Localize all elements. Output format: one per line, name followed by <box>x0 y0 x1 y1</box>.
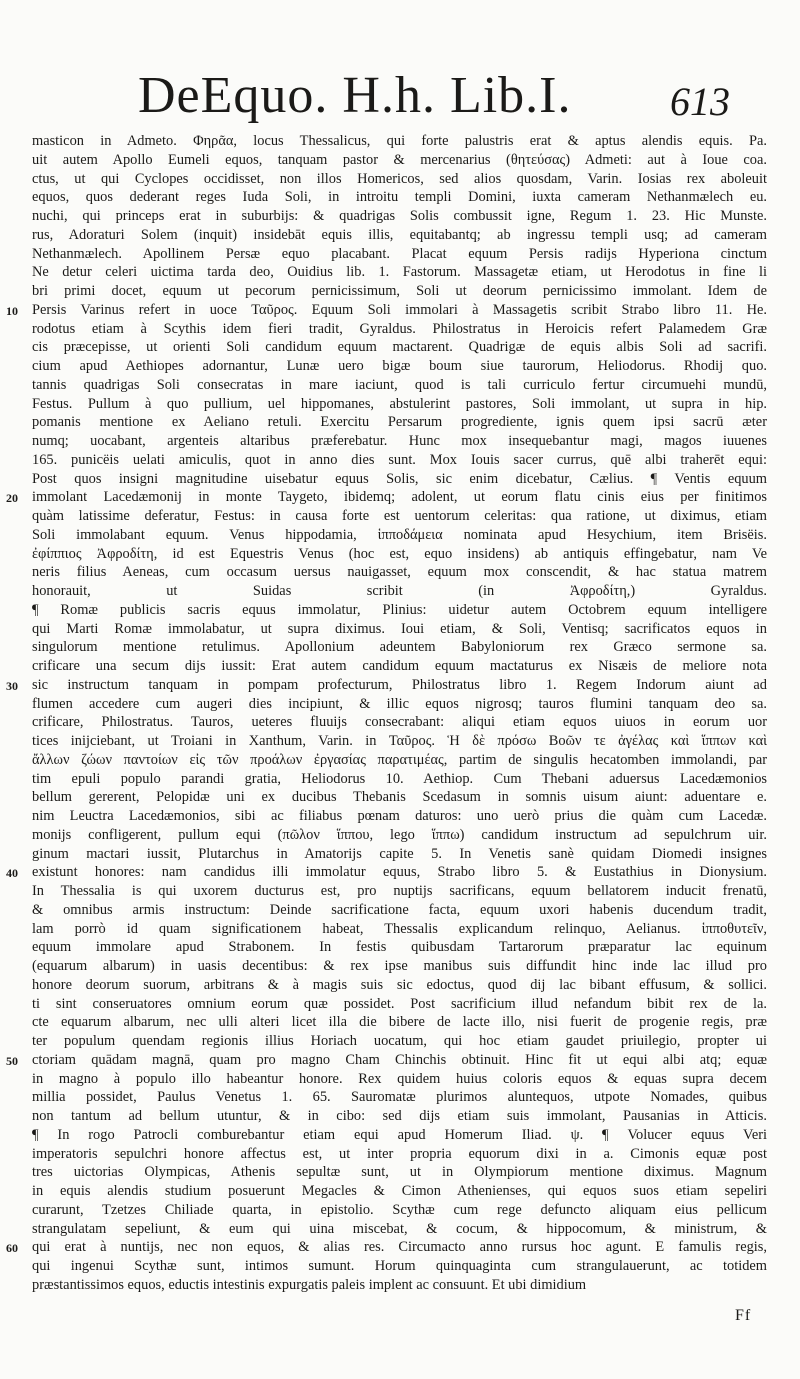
text-line: immolant Lacedæmonij in monte Taygeto, ibidemq; adolent, ut eorum flatu cinis eius per finitimos <box>32 489 767 506</box>
text-line: lam porrò id quam significationem habeat, Thessalis explicandum relinquo, Aelianus. ἱπποθυτεῖν, <box>32 920 767 937</box>
text-line: equos, quos dederant reges Iuda Soli, in introitu templi Domini, iuxta cameram Nethanmælech eu. <box>32 189 767 206</box>
text-line: (equarum albarum) in uasis decentibus: & rex ipse manibus suis diffundit hinc inde lac illud pro <box>32 958 767 974</box>
text-line: monijs confligerent, pullum equi (πῶλον ἵππου, lego ἵππω) candidum instructum ad sepulchrum uir. <box>32 826 767 843</box>
text-line: in equis alendis studium posuerunt Megacles & Cimon Athenienses, qui equos suos etiam sepeliri <box>32 1183 767 1199</box>
text-line: imperatoris sepulchri honore affectus est, ut inter propria equorum dixi in a. Cimonis equæ post <box>32 1145 767 1162</box>
text-line: strangulatam sepeliunt, & eum qui uina miscebat, & cocum, & hippocomum, & ministrum, & <box>32 1220 767 1237</box>
margin-line-number: 30 <box>6 678 18 693</box>
text-line: flumen accedere cum augeri dies incipiunt, & illic equos nigrosq; tauros flumini tanquam deo sa. <box>32 695 767 712</box>
text-line: bellum gererent, Pelopidæ uni ex ducibus Thebanis Scedasum in somnis uisum aiunt: aduentare e. <box>32 789 767 806</box>
text-line: existunt honores: nam candidus illi immolatur equus, Strabo libro 5. & Eustathius in Dionysium. <box>32 864 767 881</box>
text-line: quàm latissime deferatur, Festus: in causa forte est uentorum celeritas: qua ratione, ut diximus, etiam <box>32 508 767 524</box>
text-line: millia possidet, Paulus Venetus 1. 65. Sauromatæ plurimos aluntequos, utpote Nomades, quibus <box>32 1089 767 1106</box>
margin-line-number: 60 <box>6 1241 18 1256</box>
text-line: nim Leuctra Lacedæmonios, sibi ac filiabus pœnam daturos: uno uerò prius die quàm cum Lacedæ. <box>32 808 767 824</box>
running-title: DeEquo. H.h. Lib.I. <box>138 67 572 124</box>
text-line: cis præcepisse, ut orienti Soli candidum equum mactarent. Quadrigæ de equis albis Soli ad sacrifi. <box>32 339 767 356</box>
text-line: pomanis mentione ex Aeliano retuli. Exercitu Persarum progrediente, ignis quem ipsi sacrū æter <box>32 414 767 431</box>
text-line: tannis quadrigas Soli consecratas in mare iaciunt, quod is tali curriculo fertur circumuehi mundū, <box>32 376 767 393</box>
text-line: Post quos insigni magnitudine uisebatur equus Solis, sic enim dicebatur, Cælius. ¶ Ventis equum <box>32 470 767 487</box>
text-line: ¶ Romæ publicis sacris equus immolatur, Plinius: uidetur autem Octobrem equum intelligere <box>32 601 767 618</box>
text-line: Nethanmælech. Apollinem Persæ equo placabant. Placat equum Persis radijs Hyperiona cinctum <box>32 245 767 262</box>
margin-line-number: 10 <box>6 303 18 318</box>
page-number: 613 <box>670 79 730 124</box>
text-line: 165. punicëis uelati amiculis, quot in anno dies sunt. Mox Iouis sacer currus, quē albi traherēt equi: <box>32 451 767 468</box>
text-line: ti sint conseruatores omnium eorum quæ possidet. Post sacrificium illud nefandum bibit rex de la. <box>32 995 767 1012</box>
text-line: ¶ In rogo Patrocli comburebantur etiam equi apud Homerum Iliad. ψ. ¶ Volucer equus Veri <box>32 1126 767 1143</box>
text-line: masticon in Admeto. Φηρᾶα, locus Thessalicus, qui forte palustris erat & aptus alendis equis. Pa. <box>32 133 767 149</box>
text-line: Festus. Pullum à quo pullium, uel hippomanes, abstulerint pastores, Soli immolant, ut supra in hip. <box>32 395 767 412</box>
running-header <box>138 66 738 126</box>
body-text <box>32 132 767 1292</box>
text-line: tres uictorias Olympicas, Athenis sepultæ sunt, ut in Olympiorum mentione diximus. Magnum <box>32 1164 767 1181</box>
text-line: numq; uocabant, argenteis altaribus præferebatur. Hunc mox insequebantur magi, magos iuuenes <box>32 433 767 449</box>
text-line: crificare una secum dijs iussit: Erat autem candidum equum mactaturus ex Nisæis de meliore nota <box>32 658 767 674</box>
text-line: Persis Varinus refert in uoce Ταῦρος. Equum Soli immolari à Massagetis scribit Strabo libro 11. He. <box>32 301 767 318</box>
text-line: ctoriam quādam magnā, quam pro magno Cham Chinchis obtinuit. Hinc fit ut equi albi atq; equæ <box>32 1051 767 1068</box>
text-line: In Thessalia is qui uxorem ducturus est, pro nuptijs sacrificans, equum bellatorem inducit frenatū, <box>32 883 767 899</box>
text-line: nuchi, qui princeps erat in suburbijs: & quadrigas Solis combussit igne, Regum 1. 23. Hic Munste. <box>32 208 767 224</box>
text-line: sic instructum tanquam in pompam profecturum, Philostratus libro 1. Regem Indorum aiunt ad <box>32 676 767 693</box>
text-line: crificare, Philostratus. Tauros, ueteres fluuijs consecrabant: aliqui etiam equos uiuos in eorum uor <box>32 714 767 731</box>
text-line: cte equarum albarum, nec ulli alteri licet illa die bibere de lacte illo, nisi fuerit de progenie regis, præ <box>32 1014 767 1031</box>
text-line: & omnibus armis instructum: Deinde sacrificatione facta, equum uxori habenis ducendum tradit, <box>32 901 767 918</box>
margin-line-number: 40 <box>6 866 18 881</box>
text-line: rodotus etiam à Scythis idem fieri tradit, Gyraldus. Philostratus in Heroicis refert Palamedem Græ <box>32 320 767 337</box>
text-line: præstantissimos equos, eductis intestinis expurgatis paleis implent ac consuunt. Et ubi dimidium <box>32 1276 587 1293</box>
text-line: tices inijciebant, ut Troiani in Xanthum, Varin. in Ταῦρος. Ἡ δὲ πρόσω Βοῶν τε ἀγέλας καὶ ἵππων καὶ <box>32 733 767 749</box>
text-line: bri primi docet, equum ut pecorum pernicissimum, Soli ut deorum pernicissimo immolant. Idem de <box>32 283 767 299</box>
text-line: qui Marti Romæ immolabatur, ut supra diximus. Ioui etiam, & Soli, Ventisq; sacrificatos equos in <box>32 620 767 637</box>
text-line: neris filius Aeneas, cum occasum uersus nauigasset, equum mox conscendit, & hac statua matrem <box>32 564 767 581</box>
text-line: ctus, ut qui Cyclopes occidisset, non illos Homericos, sed alios quosdam, Varin. Iosias rex aboleuit <box>32 170 767 187</box>
text-line: honore deorum suorum, arbitrans & à magis suis sic edoctus, quod dij lac bibant effusum, & sollici. <box>32 976 767 993</box>
text-line: non tantum ad bellum utuntur, & in cibo: sed dijs etiam suis immolant, Pausanias in Atticis. <box>32 1108 767 1124</box>
text-line: honorauit, ut Suidas scribit (in Ἀφροδίτη,) Gyraldus. <box>32 583 767 599</box>
text-line: cium apud Aethiopes adornantur, Lunæ uero bigæ boum siue taurorum, Heliodorus. Rhodij quo. <box>32 358 767 374</box>
text-line: ἄλλων ζώων παντοίων εἰς τῶν προάλων ἐργασίας παρατιμέας, partim de singulis hecatomben immolandi, par <box>32 751 767 768</box>
text-line: rus, Adoraturi Solem (inquit) insidebāt equis illis, equitabantq; ab ingressu templi usq; ad cameram <box>32 226 767 243</box>
text-line: equum immolare apud Strabonem. In festis quibusdam Tartarorum præparatur lac equinum <box>32 939 767 956</box>
text-line: ter populum quendam regionis illius Horiach uocatum, qui hoc etiam gaudet priuilegio, propter ui <box>32 1033 767 1049</box>
text-line: qui ingenui Scythæ sunt, intimos sumunt. Horum quinquaginta cum strangulauerunt, ac totidem <box>32 1258 767 1274</box>
margin-line-number: 20 <box>6 491 18 506</box>
text-line: tim epuli populo parandi gratia, Heliodorus 10. Aethiop. Cum Thebani aduersus Lacedæmonios <box>32 770 767 787</box>
text-line: in magno à populo illo habeantur honore. Rex quidem huius coloris equos & equas supra decem <box>32 1070 767 1087</box>
text-line: ginum mactari iussit, Plutarchus in Amatorijs capite 5. In Venetis sanè quidam Diomedi insignes <box>32 845 767 862</box>
text-line: curarunt, Tzetzes Chiliade quarta, in epistolio. Scythæ cum rege defuncto aliquam eius pellicum <box>32 1201 767 1218</box>
text-line: qui erat à nuntijs, nec non equos, & alias res. Circumacto anno rursus hoc agunt. E famulis regis, <box>32 1239 767 1256</box>
text-line: ἐφίππιος Ἀφροδίτη, id est Equestris Venus (hoc est, equo insidens) ab antiquis effingebatur, nam Ve <box>32 545 767 562</box>
text-line: singulorum mentione retulimus. Apollonium adeuntem Babyloniorum rex Græco sermone sa. <box>32 639 767 656</box>
margin-line-number: 50 <box>6 1053 18 1068</box>
text-line: Ne detur celeri uictima tarda deo, Ouidius lib. 1. Fastorum. Massagetæ etiam, ut Herodotus in fine li <box>32 264 767 281</box>
text-line: Soli immolabant equum. Venus hippodamia, ἱπποδάμεια nominata apud Hesychium, item Brisëis. <box>32 526 767 543</box>
signature-mark: Ff <box>735 1307 752 1324</box>
text-line: uit autem Apollo Eumeli equos, tanquam pastor & mercenarius (θητεύσας) Admeti: aut à Ioue coa. <box>32 151 767 168</box>
